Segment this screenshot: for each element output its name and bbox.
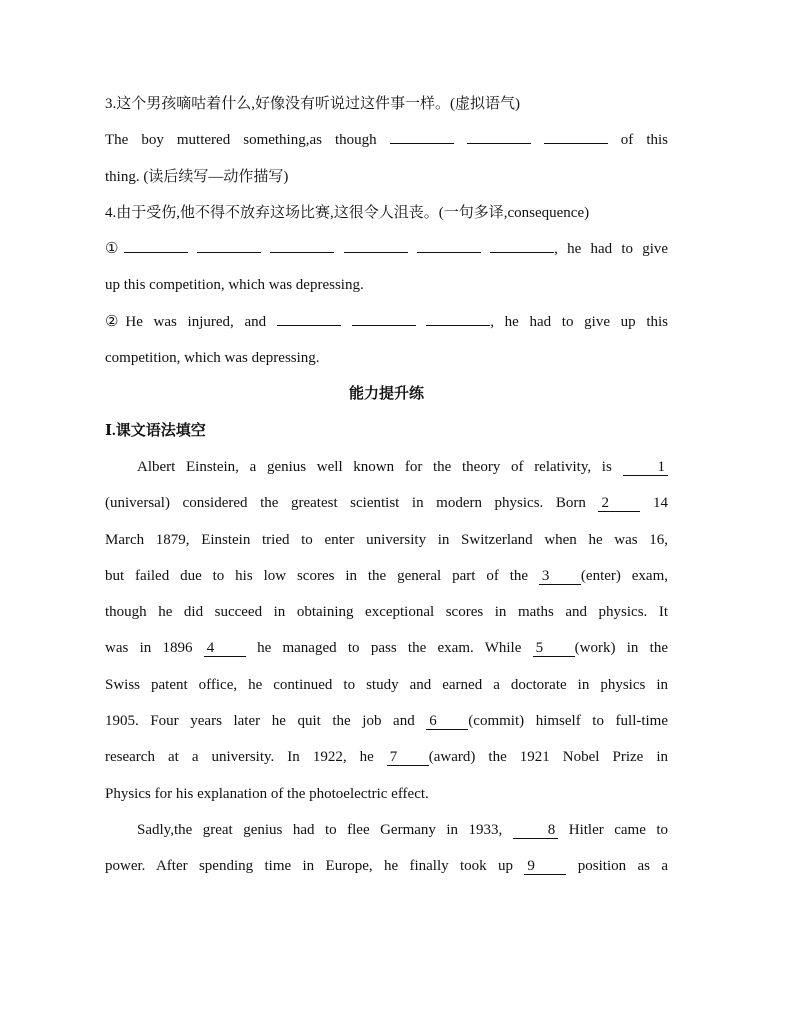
passage-text: Sadly,the great genius had to flee Germany in 1933, [137, 821, 503, 838]
option-2-text-after: , he had to give up this [490, 313, 669, 330]
exercise-4-option-2-line-2: competition, which was depressing. [105, 350, 320, 367]
answer-blank [277, 310, 341, 326]
exercise-3-prompt: 3.这个男孩嘀咕着什么,好像没有听说过这件事一样。(虚拟语气) [105, 96, 520, 112]
numbered-blank-9: 9 [524, 859, 566, 875]
passage-text: Albert Einstein, a genius well known for the theory of relativity, is [137, 458, 612, 475]
answer-blank [426, 310, 490, 326]
answer-blank [390, 128, 454, 144]
exercise-4-option-2 [105, 304, 668, 340]
numbered-blank-2: 2 [598, 496, 640, 512]
exercise-3-line-1 [105, 122, 668, 158]
exercise-3-text-before: The boy muttered something,as though [105, 132, 377, 149]
passage-text: but failed due to his low scores in the general part of the [105, 567, 529, 584]
passage-text: was in 1896 [105, 640, 193, 657]
answer-blank [417, 237, 481, 253]
passage-line-1 [105, 449, 668, 485]
passage-line-8 [105, 703, 668, 739]
passage-line-4 [105, 558, 668, 594]
numbered-blank-1: 1 [623, 460, 669, 476]
passage-text: (award) the 1921 Nobel Prize in [428, 749, 668, 766]
passage-line-6 [105, 630, 668, 666]
passage-line-5: though he did succeed in obtaining exceptional scores in maths and physics. It [105, 604, 668, 621]
answer-blank [197, 237, 261, 253]
passage-text: Hitler came to [568, 821, 669, 838]
exercise-4-option-1 [105, 231, 668, 267]
passage-text: research at a university. In 1922, he [105, 749, 374, 766]
numbered-blank-3: 3 [539, 569, 581, 585]
answer-blank [490, 237, 554, 253]
passage-text: (work) in the [574, 640, 668, 657]
passage-line-11 [105, 812, 668, 848]
numbered-blank-5: 5 [533, 641, 575, 657]
exercise-4-option-1-line-2: up this competition, which was depressing. [105, 277, 364, 294]
answer-blank [344, 237, 408, 253]
passage-line-3: March 1879, Einstein tried to enter university in Switzerland when he was 16, [105, 531, 668, 548]
passage-text: position as a [577, 858, 669, 875]
option-1-text-after: , he had to give [554, 241, 669, 258]
answer-blank [270, 237, 334, 253]
option-1-marker: ① [105, 241, 124, 258]
subsection-title: Ⅰ.课文语法填空 [105, 422, 206, 439]
numbered-blank-7: 7 [387, 750, 429, 766]
answer-blank [124, 237, 188, 253]
passage-line-7: Swiss patent office, he continued to study and earned a doctorate in physics in [105, 676, 668, 693]
passage-line-2 [105, 485, 668, 521]
answer-blank [352, 310, 416, 326]
exercise-4-prompt: 4.由于受伤,他不得不放弃这场比赛,这很令人沮丧。(一句多译,consequence) [105, 204, 590, 221]
option-2-text-before: ②He was injured, and [105, 313, 267, 330]
passage-text: (enter) exam, [580, 567, 669, 584]
passage-line-9 [105, 739, 668, 775]
passage-line-10: Physics for his explanation of the photoelectric effect. [105, 785, 429, 802]
numbered-blank-4: 4 [204, 641, 246, 657]
passage-text: (universal) considered the greatest scientist in modern physics. Born [105, 495, 586, 512]
passage-line-12 [105, 848, 668, 884]
answer-blank [467, 128, 531, 144]
numbered-blank-8: 8 [513, 823, 559, 839]
passage-text: (commit) himself to full-time [468, 713, 669, 730]
exercise-3-line-2: thing. (读后续写—动作描写) [105, 168, 289, 185]
passage-text: 1905. Four years later he quit the job and [105, 713, 415, 730]
passage-text: he managed to pass the exam. While [257, 640, 522, 657]
answer-blank [544, 128, 608, 144]
numbered-blank-6: 6 [426, 714, 468, 730]
section-title: 能力提升练 [348, 386, 424, 403]
exercise-3-text-after: of this [620, 132, 668, 149]
passage-text: power. After spending time in Europe, he finally took up [105, 858, 514, 875]
document-page [105, 86, 668, 885]
passage-text: 14 [653, 495, 669, 512]
